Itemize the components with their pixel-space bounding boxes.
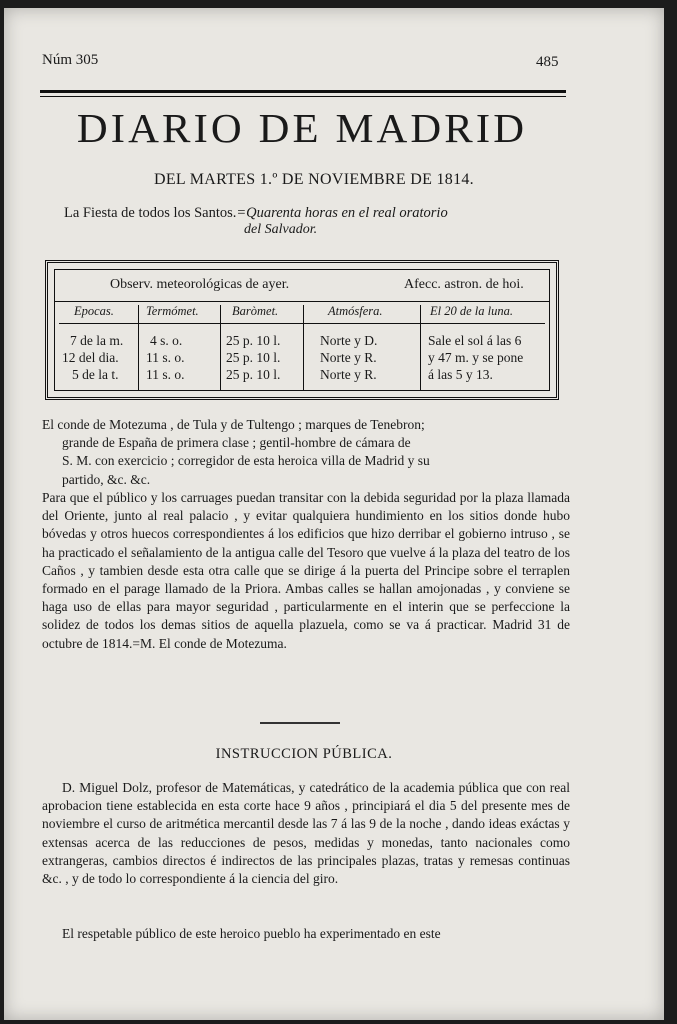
col-atmosfera: Atmósfera. [328,304,383,318]
row3-termo: 11 s. o. [146,367,185,382]
weather-table [45,260,559,400]
row2-epoca: 12 del dia. [62,350,119,365]
feast-notice [64,204,544,222]
text-line: grande de España de primera clase ; gentil-hombre de cámara de [62,435,411,451]
article-plaza-oriente: Para que el público y los carruages puedan transitar con la debida seguridad por la plaza llamada del Oriente, junto al real palacio , y evitar qualquiera hundimiento en los sitios donde hubo bóvedas y otros huecos correspondientes á los edificios que hizo derribar el gobierno intruso , se ha practicado el señalamiento de la antigua calle del Tesoro que vuelve á la plaza del teatro de los Caños , y tambien desde esta otra calle que se dirige á la puerta del Principe sobre el terraplen formado en el parage llamado de la Priora. Ambas calles se hallan amojonadas , y conviene se haga uso de ellas para mayor seguridad , particularmente en el interin que se perfeccione la solidez de todos los demas sitios de aquella plazuela, como se va á practicar. Madrid 31 de octubre de 1814.=M. El conde de Motezuma. [42,490,570,651]
section-divider [260,722,340,724]
astro-line-3: á las 5 y 13. [428,367,493,382]
row3-epoca: 5 de la t. [72,367,119,382]
row1-epoca: 7 de la m. [70,333,124,348]
weather-title: Observ. meteorológicas de ayer. [110,277,290,292]
row2-atmos: Norte y R. [320,350,377,365]
astro-line-2: y 47 m. y se pone [428,350,524,365]
feast-italic: =Quarenta horas en el real oratorio [236,205,448,221]
masthead-rule-thin [40,96,566,97]
col-termometro: Termómet. [146,304,199,318]
row3-baro: 25 p. 10 l. [226,367,281,382]
article-corregidor [42,416,570,489]
row2-termo: 11 s. o. [146,350,185,365]
article-dolz-course: D. Miguel Dolz, profesor de Matemáticas, y catedrático de la academia pública que con real aprobacion tiene establecida en esta corte hace 9 años , principiará el dia 5 del presente mes de noviembre el curso de aritmética mercantil desde las 7 á las 9 de la noche , dando ideas exáctas y extensas acerca de las reducciones de pesos, medidas y monedas, tanto nacionales como extrangeras, cambios directos é indirectos de las principales plazas, tratas y remesas continuas &c. , y de todo lo correspondiente á la ciencia del giro. [42,780,570,887]
row1-atmos: Norte y D. [320,333,378,348]
row1-termo: 4 s. o. [150,333,183,348]
feast-italic-cont: del Salvador. [244,222,318,237]
col-epocas: Epocas. [74,304,114,318]
text-line: S. M. con exercicio ; corregidor de esta heroica villa de Madrid y su [62,453,430,469]
row3-atmos: Norte y R. [320,367,377,382]
astro-title: Afecc. astron. de hoi. [404,277,524,292]
dateline: DEL MARTES 1.º DE NOVIEMBRE DE 1814. [154,171,474,188]
feast-text: La Fiesta de todos los Santos. [64,205,237,221]
issue-number: Núm 305 [42,52,99,68]
row2-baro: 25 p. 10 l. [226,350,281,365]
astro-line-1: Sale el sol á las 6 [428,333,522,348]
section-heading: INSTRUCCION PÚBLICA. [215,746,393,762]
row1-baro: 25 p. 10 l. [226,333,281,348]
col-luna: El 20 de la luna. [430,304,513,318]
masthead-rule [40,90,566,93]
col-barometro: Baròmet. [232,304,279,318]
article-public: El respetable público de este heroico pueblo ha experimentado en este [62,926,441,941]
masthead-title: DIARIO DE MADRID [76,105,528,151]
text-line: partido, &c. &c. [62,471,151,487]
newspaper-page [4,8,664,1020]
text-line: El conde de Motezuma , de Tula y de Tultengo ; marques de Tenebron; [42,417,425,432]
page-number: 485 [536,54,559,70]
